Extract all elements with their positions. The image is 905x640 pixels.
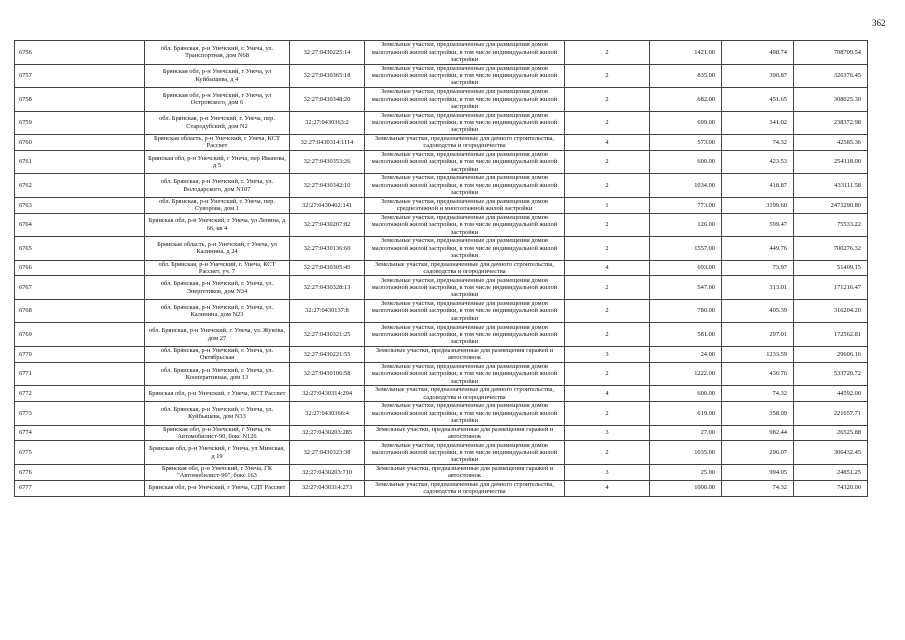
address-cell: обл. Брянская, р-н Унечский, г. Унеча, ул. Кооперативная, дом 13 [145, 362, 290, 386]
cadastral-number-cell: 32:27:0430321:25 [290, 323, 365, 347]
address-cell: обл. Брянская, р-н Унечский, г. Унеча, ул. Жукова, дом 27 [145, 323, 290, 347]
row-number: 6764 [15, 213, 145, 237]
row-number: 6758 [15, 88, 145, 112]
cadastral-number-cell: 32:27:0430225:14 [290, 41, 365, 65]
group-cell: 4 [565, 480, 650, 496]
address-cell: Брянская обл, р-н Унечский, г Унеча, КСТ Рассвет [145, 386, 290, 402]
group-cell: 2 [565, 64, 650, 88]
row-number: 6776 [15, 464, 145, 480]
table-row [15, 88, 868, 112]
cadastral-value-cell: 238372.98 [794, 111, 868, 135]
land-purpose-cell: Земельные участки, предназначенные для размещения домов малоэтажной жилой застройки, в том числе индивидуальной жилой застройки [365, 441, 565, 465]
row-number: 6757 [15, 64, 145, 88]
row-number: 6766 [15, 260, 145, 276]
row-number: 6759 [15, 111, 145, 135]
area-cell: 682.00 [650, 88, 722, 112]
cadastral-number-cell: 32:27:0430348:20 [290, 88, 365, 112]
cadastral-value-cell: 433111.58 [794, 174, 868, 198]
land-purpose-cell: Земельные участки, предназначенные для размещения домов малоэтажной жилой застройки, в том числе индивидуальной жилой застройки [365, 362, 565, 386]
table-row [15, 41, 868, 65]
cadastral-value-cell: 254118.00 [794, 150, 868, 174]
table-row [15, 402, 868, 426]
row-number: 6775 [15, 441, 145, 465]
land-purpose-cell: Земельные участки, предназначенные для размещения домов малоэтажной жилой застройки, в том числе индивидуальной жилой застройки [365, 299, 565, 323]
address-cell: Брянская обл, р-н Унечский, г Унеча, ул Ленина, д 66, кв 4 [145, 213, 290, 237]
group-cell: 4 [565, 386, 650, 402]
land-purpose-cell: Земельные участки, предназначенные для дачного строительства, садоводства и огородничества [365, 480, 565, 496]
address-cell: обл. Брянская, р-н Унечский, г. Унеча, ул. Энергетиков, дом N34 [145, 276, 290, 300]
land-purpose-cell: Земельные участки, предназначенные для дачного строительства, садоводства и огородничества [365, 386, 565, 402]
specific-value-cell: 297.01 [722, 323, 794, 347]
table-row [15, 64, 868, 88]
group-cell: 2 [565, 174, 650, 198]
cadastral-value-cell: 171216.47 [794, 276, 868, 300]
table-row [15, 276, 868, 300]
land-purpose-cell: Земельные участки, предназначенные для дачного строительства, садоводства и огородничества [365, 260, 565, 276]
row-number: 6774 [15, 425, 145, 441]
group-cell: 2 [565, 402, 650, 426]
cadastral-value-cell: 306432.45 [794, 441, 868, 465]
group-cell: 4 [565, 135, 650, 151]
cadastral-number-cell: 32:27:0430402:141 [290, 197, 365, 213]
area-cell: 1421.00 [650, 41, 722, 65]
specific-value-cell: 599.47 [722, 213, 794, 237]
row-number: 6771 [15, 362, 145, 386]
specific-value-cell: 73.97 [722, 260, 794, 276]
cadastral-number-cell: 32:27:0430203:285 [290, 425, 365, 441]
area-cell: 573.00 [650, 135, 722, 151]
cadastral-number-cell: 32:27:0430366:4 [290, 402, 365, 426]
row-number: 6763 [15, 197, 145, 213]
area-cell: 1000.00 [650, 480, 722, 496]
specific-value-cell: 418.87 [722, 174, 794, 198]
group-cell: 2 [565, 88, 650, 112]
land-purpose-cell: Земельные участки, предназначенные для размещения домов малоэтажной жилой застройки, в том числе индивидуальной жилой застройки [365, 64, 565, 88]
address-cell: обл. Брянская, р-н Унечский, г. Унеча, ул. Куйбышева, дом N33 [145, 402, 290, 426]
cadastral-value-cell: 708709.54 [794, 41, 868, 65]
group-cell: 3 [565, 425, 650, 441]
row-number: 6761 [15, 150, 145, 174]
area-cell: 619.00 [650, 402, 722, 426]
cadastral-value-cell: 172562.81 [794, 323, 868, 347]
land-purpose-cell: Земельные участки, предназначенные для размещения домов малоэтажной жилой застройки, в том числе индивидуальной жилой застройки [365, 237, 565, 261]
group-cell: 2 [565, 237, 650, 261]
area-cell: 126.00 [650, 213, 722, 237]
group-cell: 2 [565, 213, 650, 237]
address-cell: Брянская обл, р-н Унечский, г Унеча, СДТ Рассвет [145, 480, 290, 496]
address-cell: Брянская обл, р-н Унечский, г Унеча, ул Куйбышева, д 4 [145, 64, 290, 88]
area-cell: 835.00 [650, 64, 722, 88]
group-cell: 2 [565, 111, 650, 135]
land-purpose-cell: Земельные участки, предназначенные для размещения гаражей и автостоянок [365, 346, 565, 362]
area-cell: 1557.00 [650, 237, 722, 261]
table-row [15, 237, 868, 261]
land-purpose-cell: Земельные участки, предназначенные для размещения домов малоэтажной жилой застройки, в том числе индивидуальной жилой застройки [365, 213, 565, 237]
specific-value-cell: 436.76 [722, 362, 794, 386]
specific-value-cell: 313.01 [722, 276, 794, 300]
cadastral-value-cell: 221657.71 [794, 402, 868, 426]
area-cell: 600.00 [650, 150, 722, 174]
table-row [15, 323, 868, 347]
address-cell: обл. Брянская, р-н Унечский, г. Унеча, ул. Калинина, дом N23 [145, 299, 290, 323]
area-cell: 547.00 [650, 276, 722, 300]
cadastral-value-cell: 26525.88 [794, 425, 868, 441]
cadastral-number-cell: 32:27:0430137:8 [290, 299, 365, 323]
cadastral-number-cell: 32:27:0430363:2 [290, 111, 365, 135]
row-number: 6770 [15, 346, 145, 362]
table-body [15, 41, 868, 497]
table-row [15, 480, 868, 496]
address-cell: Брянская обл, р-н Унечский, г Унеча, ГК "Автомобилист-90", бокс 163 [145, 464, 290, 480]
specific-value-cell: 405.39 [722, 299, 794, 323]
row-number: 6767 [15, 276, 145, 300]
table-row [15, 135, 868, 151]
cadastral-number-cell: 32:27:0430106:58 [290, 362, 365, 386]
page-number: 362 [872, 18, 886, 28]
land-purpose-cell: Земельные участки, предназначенные для размещения домов малоэтажной жилой застройки, в том числе индивидуальной жилой застройки [365, 276, 565, 300]
table-row [15, 197, 868, 213]
address-cell: обл. Брянская, р-н Унечский, г. Унеча, КСТ Рассвет, уч. 7 [145, 260, 290, 276]
specific-value-cell: 358.09 [722, 402, 794, 426]
row-number: 6773 [15, 402, 145, 426]
specific-value-cell: 449.76 [722, 237, 794, 261]
specific-value-cell: 74.32 [722, 386, 794, 402]
cadastral-number-cell: 32:27:0430314:294 [290, 386, 365, 402]
address-cell: Брянская обл, р-н Унечский, г Унеча, пер Иванова, д 5 [145, 150, 290, 174]
specific-value-cell: 3199.60 [722, 197, 794, 213]
group-cell: 2 [565, 150, 650, 174]
table-row [15, 213, 868, 237]
land-purpose-cell: Земельные участки, предназначенные для размещения домов малоэтажной жилой застройки, в том числе индивидуальной жилой застройки [365, 402, 565, 426]
group-cell: 2 [565, 441, 650, 465]
table-row [15, 299, 868, 323]
specific-value-cell: 423.53 [722, 150, 794, 174]
land-purpose-cell: Земельные участки, предназначенные для размещения гаражей и автостоянок [365, 464, 565, 480]
specific-value-cell: 74.32 [722, 135, 794, 151]
cadastral-number-cell: 32:27:0430221:55 [290, 346, 365, 362]
specific-value-cell: 451.65 [722, 88, 794, 112]
cadastral-value-cell: 2473290.80 [794, 197, 868, 213]
cadastral-number-cell: 32:27:0430203:710 [290, 464, 365, 480]
cadastral-number-cell: 32:27:0430353:26 [290, 150, 365, 174]
cadastral-number-cell: 32:27:0430314:1114 [290, 135, 365, 151]
address-cell: Брянская область, р-н Унечский, г Унеча, ул Калинина, д 24 [145, 237, 290, 261]
cadastral-value-cell: 75533.22 [794, 213, 868, 237]
cadastral-value-cell: 42585.36 [794, 135, 868, 151]
cadastral-value-cell: 700276.32 [794, 237, 868, 261]
row-number: 6760 [15, 135, 145, 151]
specific-value-cell: 498.74 [722, 41, 794, 65]
land-purpose-cell: Земельные участки, предназначенные для размещения домов малоэтажной жилой застройки, в том числе индивидуальной жилой застройки [365, 174, 565, 198]
group-cell: 4 [565, 260, 650, 276]
address-cell: Брянская обл, р-н Унечский, г Унеча, гк Автомобилист-90, бокс N126 [145, 425, 290, 441]
land-purpose-cell: Земельные участки, предназначенные для дачного строительства, садоводства и огородничества [365, 135, 565, 151]
group-cell: 2 [565, 323, 650, 347]
row-number: 6762 [15, 174, 145, 198]
group-cell: 2 [565, 41, 650, 65]
address-cell: Брянская обл, р-н Унечский, г Унеча, ул Минская, д 19 [145, 441, 290, 465]
specific-value-cell: 1233.59 [722, 346, 794, 362]
table-row [15, 111, 868, 135]
cadastral-number-cell: 32:27:0430365:18 [290, 64, 365, 88]
area-cell: 25.00 [650, 464, 722, 480]
specific-value-cell: 341.02 [722, 111, 794, 135]
group-cell: 2 [565, 362, 650, 386]
cadastral-value-cell: 24851.25 [794, 464, 868, 480]
table-row [15, 464, 868, 480]
table-row [15, 150, 868, 174]
land-purpose-cell: Земельные участки, предназначенные для размещения домов малоэтажной жилой застройки, в том числе индивидуальной жилой застройки [365, 150, 565, 174]
row-number: 6768 [15, 299, 145, 323]
specific-value-cell: 994.05 [722, 464, 794, 480]
table-row [15, 386, 868, 402]
group-cell: 3 [565, 464, 650, 480]
area-cell: 24.00 [650, 346, 722, 362]
land-purpose-cell: Земельные участки, предназначенные для размещения домов среднеэтажной и многоэтажной жилой застройки [365, 197, 565, 213]
area-cell: 1034.00 [650, 174, 722, 198]
area-cell: 773.00 [650, 197, 722, 213]
row-number: 6777 [15, 480, 145, 496]
cadastral-number-cell: 32:27:0430136:60 [290, 237, 365, 261]
land-purpose-cell: Земельные участки, предназначенные для размещения гаражей и автостоянок [365, 425, 565, 441]
area-cell: 1222.00 [650, 362, 722, 386]
cadastral-value-cell: 29606.16 [794, 346, 868, 362]
table-row [15, 174, 868, 198]
cadastral-value-cell: 74320.00 [794, 480, 868, 496]
table-row [15, 441, 868, 465]
address-cell: обл. Брянская, р-н Унечский, г. Унеча, ул. Володарского, дом N107 [145, 174, 290, 198]
row-number: 6772 [15, 386, 145, 402]
cadastral-number-cell: 32:27:0430323:38 [290, 441, 365, 465]
group-cell: 2 [565, 276, 650, 300]
cadastral-value-cell: 51409.15 [794, 260, 868, 276]
group-cell: 1 [565, 197, 650, 213]
land-purpose-cell: Земельные участки, предназначенные для размещения домов малоэтажной жилой застройки, в том числе индивидуальной жилой застройки [365, 41, 565, 65]
land-registry-table [14, 40, 868, 497]
cadastral-value-cell: 44592.00 [794, 386, 868, 402]
address-cell: обл. Брянская, р-н Унечский, г. Унеча, пер. Суворова, дом 1 [145, 197, 290, 213]
cadastral-number-cell: 32:27:0430328:13 [290, 276, 365, 300]
address-cell: Брянская обл, р-н Унечский, г Унеча, ул Островского, дом 6 [145, 88, 290, 112]
area-cell: 581.00 [650, 323, 722, 347]
table-row [15, 362, 868, 386]
land-purpose-cell: Земельные участки, предназначенные для размещения домов малоэтажной жилой застройки, в том числе индивидуальной жилой застройки [365, 323, 565, 347]
area-cell: 600.00 [650, 386, 722, 402]
specific-value-cell: 390.87 [722, 64, 794, 88]
cadastral-value-cell: 326376.45 [794, 64, 868, 88]
table-row [15, 346, 868, 362]
cadastral-value-cell: 316204.20 [794, 299, 868, 323]
row-number: 6769 [15, 323, 145, 347]
cadastral-value-cell: 533720.72 [794, 362, 868, 386]
address-cell: Брянская область, р-н Унечский, г Унеча, КСТ Рассвет [145, 135, 290, 151]
specific-value-cell: 982.44 [722, 425, 794, 441]
address-cell: обл. Брянская, р-н Унечский, г. Унеча, ул. Транспортная, дом N68 [145, 41, 290, 65]
cadastral-number-cell: 32:27:0430314:273 [290, 480, 365, 496]
specific-value-cell: 74.32 [722, 480, 794, 496]
land-purpose-cell: Земельные участки, предназначенные для размещения домов малоэтажной жилой застройки, в том числе индивидуальной жилой застройки [365, 88, 565, 112]
cadastral-number-cell: 32:27:0430342:10 [290, 174, 365, 198]
group-cell: 3 [565, 346, 650, 362]
area-cell: 693.00 [650, 260, 722, 276]
area-cell: 1035.00 [650, 441, 722, 465]
cadastral-value-cell: 308025.30 [794, 88, 868, 112]
land-purpose-cell: Земельные участки, предназначенные для размещения домов малоэтажной жилой застройки, в том числе индивидуальной жилой застройки [365, 111, 565, 135]
group-cell: 2 [565, 299, 650, 323]
address-cell: обл. Брянская, р-н Унечский, г. Унеча, пер. Стародубский, дом N2 [145, 111, 290, 135]
table-row [15, 425, 868, 441]
table-row [15, 260, 868, 276]
row-number: 6756 [15, 41, 145, 65]
cadastral-number-cell: 32:27:0430207:82 [290, 213, 365, 237]
row-number: 6765 [15, 237, 145, 261]
area-cell: 780.00 [650, 299, 722, 323]
area-cell: 27.00 [650, 425, 722, 441]
cadastral-number-cell: 32:27:0430305:45 [290, 260, 365, 276]
address-cell: обл. Брянская, р-н Унечский, г. Унеча, ул. Октябрьская [145, 346, 290, 362]
specific-value-cell: 296.07 [722, 441, 794, 465]
area-cell: 699.00 [650, 111, 722, 135]
